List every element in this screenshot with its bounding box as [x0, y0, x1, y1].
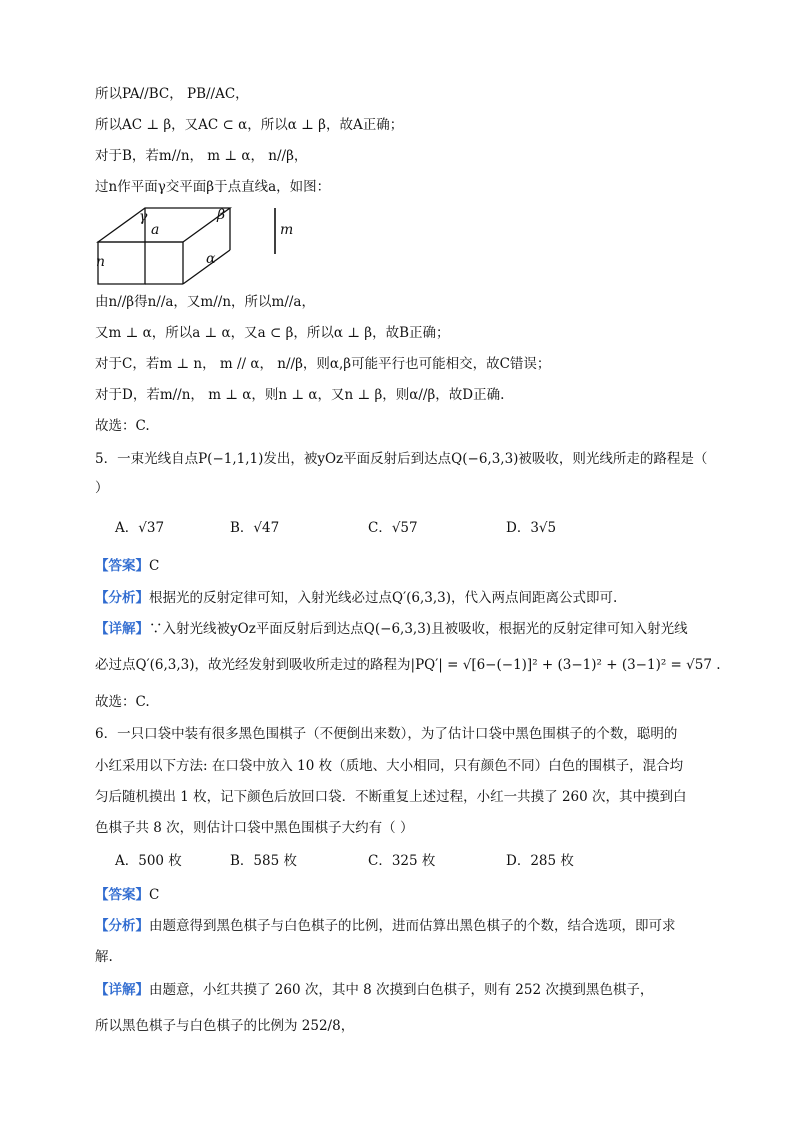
parallelepiped-figure: [90, 202, 310, 294]
option-a: A．500 枚: [115, 853, 182, 869]
question-5-stem: ）: [95, 480, 109, 496]
label-n: n: [96, 254, 106, 270]
option-c: C．325 枚: [368, 853, 436, 869]
text-line: 故选：C.: [95, 694, 150, 710]
front-face: [98, 242, 145, 284]
option-d: D．285 枚: [506, 853, 574, 869]
analysis-tag: 【分析】: [95, 590, 149, 606]
question-6-stem: 色棋子共 8 次，则估计口袋中黑色围棋子大约有（ ）: [95, 820, 414, 836]
text-line: 所以PA//BC， PB//AC，: [95, 86, 249, 102]
answer-line: 【答案】C: [95, 558, 160, 574]
option-b: B．√47: [230, 520, 280, 536]
question-5-stem: 5．一束光线自点P(−1,1,1)发出，被yOz平面反射后到达点Q(−6,3,3)被吸收，则光线所走的路程是（: [95, 451, 708, 467]
label-a-top: a: [151, 222, 160, 238]
text-line: 对于D，若m//n， m ⊥ α，则n ⊥ α，又n ⊥ β，则α//β，故D正确.: [95, 387, 505, 403]
question-6-stem: 匀后随机摸出 1 枚，记下颜色后放回口袋．不断重复上述过程，小红一共摸了 260 次，其中摸到白: [95, 789, 687, 805]
analysis-line: 【分析】由题意得到黑色棋子与白色棋子的比例，进而估算出黑色棋子的个数，结合选项，即可求: [95, 918, 676, 934]
answer-tag: 【答案】: [95, 887, 149, 903]
detail-tag: 【详解】: [95, 982, 149, 998]
text-line: 由n//β得n//a，又m//n，所以m//a，: [95, 294, 315, 310]
detail-tag: 【详解】: [95, 621, 149, 637]
label-beta: β: [217, 207, 226, 223]
answer-tag: 【答案】: [95, 558, 149, 574]
text-line: 所以AC ⊥ β，又AC ⊂ α，所以α ⊥ β，故A正确；: [95, 117, 404, 133]
analysis-tag: 【分析】: [95, 918, 149, 934]
answer-line: 【答案】C: [95, 887, 160, 903]
detail-line: 【详解】∵入射光线被yOz平面反射后到达点Q(−6,3,3)且被吸收，根据光的反射定律可知入射光线: [95, 621, 688, 637]
analysis-line: 解.: [95, 949, 113, 965]
question-6-stem: 6．一只口袋中装有很多黑色围棋子（不便倒出来数），为了估计口袋中黑色围棋子的个数，聪明的: [95, 726, 678, 742]
text-line: 故选：C.: [95, 418, 150, 434]
text-line: 又m ⊥ α，所以a ⊥ α，又a ⊂ β，所以α ⊥ β，故B正确；: [95, 325, 450, 341]
option-d: D．3√5: [506, 520, 557, 536]
option-c: C．√57: [368, 520, 418, 536]
text-line: 对于B，若m//n， m ⊥ α， n//β，: [95, 148, 308, 164]
label-alpha: α: [206, 251, 216, 267]
detail-line: 【详解】由题意，小红共摸了 260 次，其中 8 次摸到白色棋子，则有 252 次摸到黑色棋子，: [95, 982, 654, 998]
label-gamma: γ: [139, 209, 148, 225]
label-m: m: [280, 222, 294, 238]
detail-line: 必过点Q′(6,3,3)，故光经发射到吸收所走过的路程为|PQ′| = √[6−(−1)]² + (3−1)² + (3−1)² = √57 .: [95, 657, 721, 673]
option-a: A．√37: [115, 520, 165, 536]
text-line: 对于C，若m ⊥ n， m // α， n//β，则α,β可能平行也可能相交，故C错误；: [95, 356, 551, 372]
question-6-options: [115, 851, 595, 871]
text-line: 过n作平面γ交平面β于点直线a，如图：: [95, 179, 331, 195]
analysis-line: 【分析】根据光的反射定律可知，入射光线必过点Q′(6,3,3)，代入两点间距离公式即可.: [95, 590, 618, 606]
question-5-options: [115, 518, 575, 538]
question-6-stem: 小红采用以下方法: 在口袋中放入 10 枚（质地、大小相同，只有颜色不同）白色的围棋子，混合均: [95, 758, 684, 774]
option-b: B．585 枚: [230, 853, 297, 869]
detail-line: 所以黑色棋子与白色棋子的比例为 252/8，: [95, 1018, 355, 1034]
